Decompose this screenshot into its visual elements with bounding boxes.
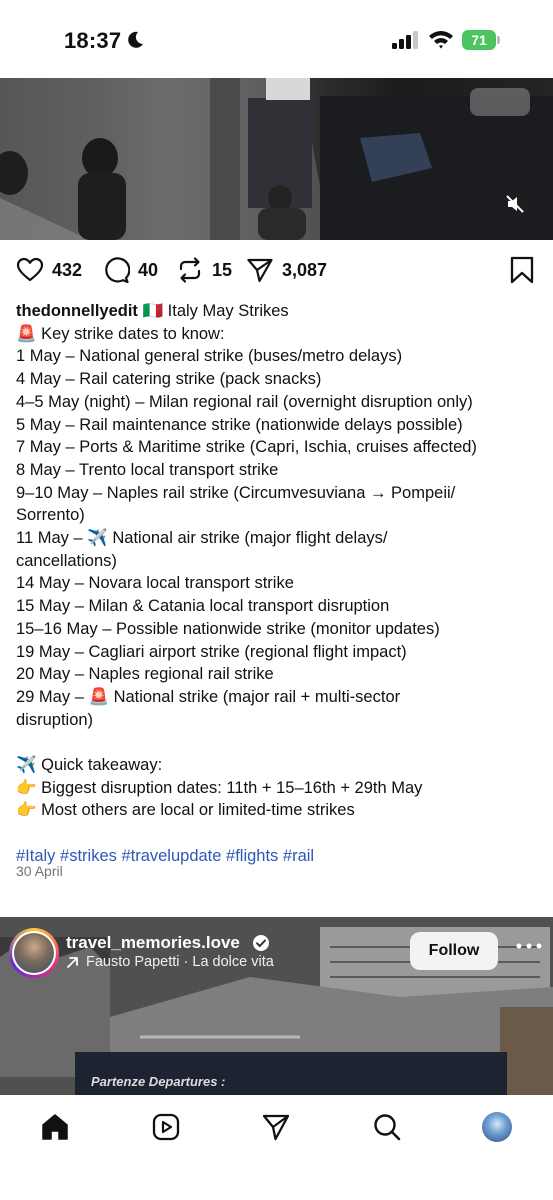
strike-date-line: 19 May – Cagliari airport strike (regional flight impact) xyxy=(16,642,407,661)
strike-date-line: 9–10 May – Naples rail strike (Circumvesuviana → Pompeii/ Sorrento) xyxy=(16,483,456,525)
like-count: 432 xyxy=(52,259,83,280)
strike-date-line: 11 May – ✈️ National air strike (major flight delays/ cancellations) xyxy=(16,529,388,570)
follow-button[interactable]: Follow xyxy=(410,932,498,970)
repost-action[interactable] xyxy=(176,256,232,284)
strike-date-line: 4–5 May (night) – Milan regional rail (overnight disruption only) xyxy=(16,392,473,411)
video-scene xyxy=(0,78,553,240)
next-post-username[interactable]: travel_memories.love xyxy=(66,933,240,952)
strike-date-line: 4 May – Rail catering strike (pack snacks) xyxy=(16,370,322,389)
departures-board xyxy=(75,1052,507,1095)
status-bar xyxy=(0,0,553,78)
verified-badge-icon xyxy=(252,934,270,952)
caption-username[interactable]: thedonnellyedit xyxy=(16,302,138,320)
heart-icon xyxy=(16,256,44,284)
mute-button[interactable] xyxy=(499,188,531,220)
strike-date-line: 5 May – Rail maintenance strike (nationwide delays possible) xyxy=(16,415,463,434)
caption-intro: 🚨 Key strike dates to know: xyxy=(16,324,225,343)
next-post-avatar[interactable] xyxy=(9,928,59,978)
post-date: 30 April xyxy=(16,863,63,879)
takeaway-line: 👉 Most others are local or limited-time strikes xyxy=(16,801,355,820)
home-icon[interactable] xyxy=(40,1112,70,1142)
strike-date-line: 15 May – Milan & Catania local transport disruption xyxy=(16,597,390,616)
post-caption xyxy=(16,300,541,868)
departures-board-text: Partenze Departures : xyxy=(91,1074,226,1089)
speaker-muted-icon xyxy=(499,188,531,220)
caption-title: Italy May Strikes xyxy=(167,302,289,320)
next-post[interactable] xyxy=(0,917,553,1095)
repost-count: 15 xyxy=(212,259,233,280)
send-icon xyxy=(246,256,274,284)
post-actions xyxy=(0,248,553,292)
share-action[interactable] xyxy=(246,256,327,284)
strike-date-line: 15–16 May – Possible nationwide strike (monitor updates) xyxy=(16,619,440,638)
search-icon[interactable] xyxy=(372,1112,402,1142)
comment-action[interactable] xyxy=(102,256,158,284)
flag-emoji: 🇮🇹 xyxy=(142,302,164,320)
strike-date-line: 29 May – 🚨 National strike (major rail + multi-sector disruption) xyxy=(16,687,401,729)
comment-icon xyxy=(102,256,130,284)
post-video[interactable] xyxy=(0,78,553,240)
repost-icon xyxy=(176,256,204,284)
like-action[interactable] xyxy=(16,256,82,284)
strike-date-line: 7 May – Ports & Maritime strike (Capri, Ischia, cruises affected) xyxy=(16,438,477,457)
audio-label: Fausto Papetti · La dolce vita xyxy=(86,954,274,970)
caption-header xyxy=(16,300,541,323)
wifi-icon xyxy=(428,29,454,49)
comment-count: 40 xyxy=(138,259,159,280)
strike-date-line: 8 May – Trento local transport strike xyxy=(16,460,279,479)
battery-level: 71 xyxy=(462,30,496,50)
strike-date-line: 20 May – Naples regional rail strike xyxy=(16,665,274,684)
takeaway-line: 👉 Biggest disruption dates: 11th + 15–16th + 29th May xyxy=(16,778,423,797)
moon-icon xyxy=(125,30,145,50)
next-post-audio[interactable] xyxy=(66,954,274,970)
more-options-icon[interactable] xyxy=(515,941,543,951)
send-icon[interactable] xyxy=(261,1112,291,1142)
share-count: 3,087 xyxy=(282,259,328,280)
profile-avatar-tab[interactable] xyxy=(482,1112,512,1142)
takeaway-title: ✈️ Quick takeaway: xyxy=(16,756,163,775)
arrow-up-right-icon xyxy=(66,956,79,969)
cellular-signal-icon xyxy=(392,31,420,49)
strike-date-line: 1 May – National general strike (buses/metro delays) xyxy=(16,347,403,366)
bookmark-icon[interactable] xyxy=(509,256,535,284)
status-time: 18:37 xyxy=(64,28,122,53)
strike-date-line: 14 May – Novara local transport strike xyxy=(16,574,294,593)
hashtags[interactable]: #Italy #strikes #travelupdate #flights #rail xyxy=(16,846,315,865)
bottom-tab-bar xyxy=(0,1095,553,1200)
battery-indicator xyxy=(462,30,502,50)
reels-icon[interactable] xyxy=(151,1112,181,1142)
